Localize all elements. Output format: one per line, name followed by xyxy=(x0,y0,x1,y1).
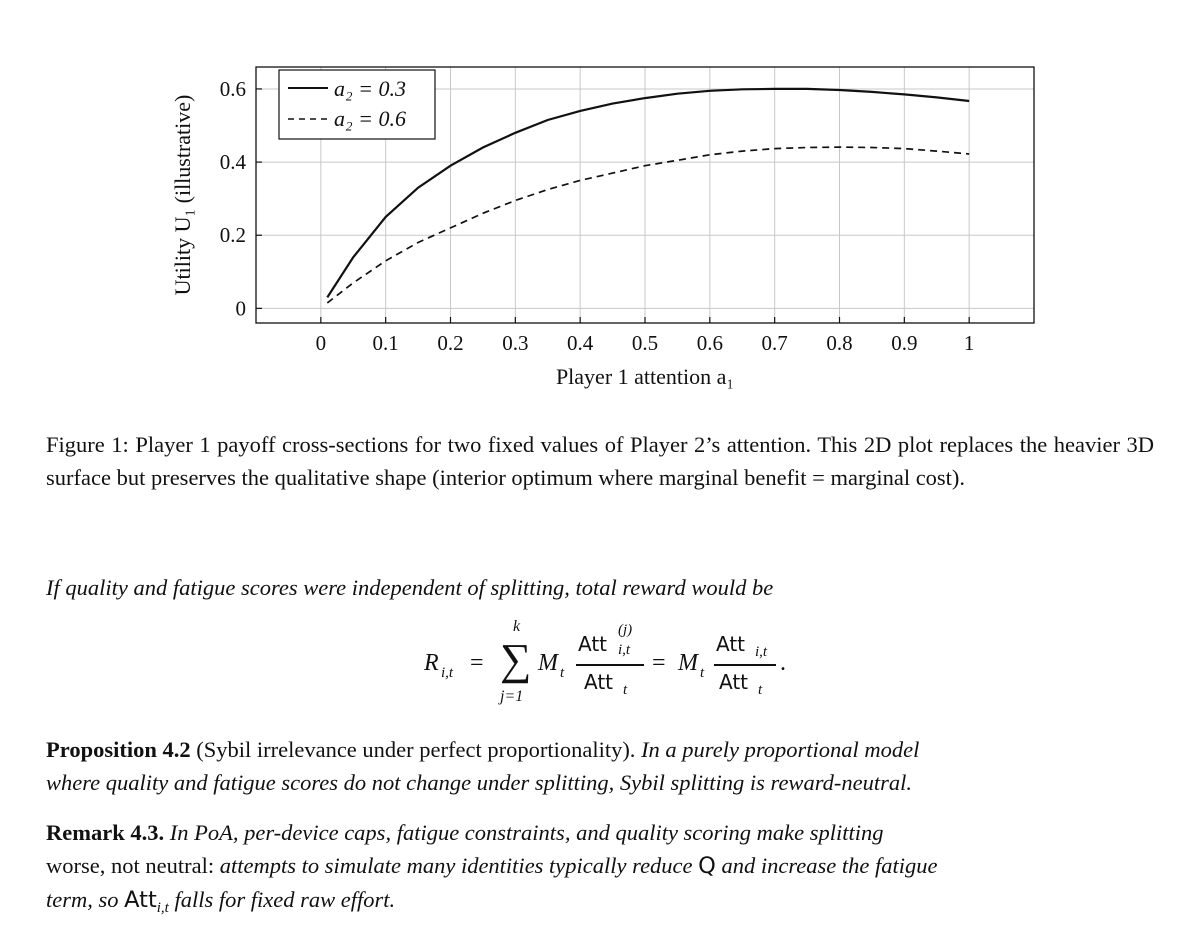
proposition-4-2 xyxy=(46,733,1154,799)
proposition-label: Proposition 4.2 xyxy=(46,737,191,762)
eq-sum-upper: k xyxy=(513,618,521,635)
eq-frac-bar-2 xyxy=(714,664,776,666)
eq-lhs-sub: i,t xyxy=(441,665,454,681)
x-tick-label: 0.5 xyxy=(631,331,659,355)
x-tick-label: 0 xyxy=(315,331,327,355)
series-line-2 xyxy=(327,147,969,303)
proposition-title: (Sybil irrelevance under perfect proportionality). xyxy=(196,737,636,762)
x-tick-label: 0.4 xyxy=(567,331,594,355)
x-tick-label: 0.9 xyxy=(891,331,918,355)
x-tick-label: 1 xyxy=(963,331,975,355)
x-tick-label: 0.2 xyxy=(437,331,464,355)
remark-label: Remark 4.3. xyxy=(46,820,165,845)
eq-att-den-2-sub: t xyxy=(758,682,763,698)
x-tick-label: 0.1 xyxy=(372,331,399,355)
y-tick-label: 0.2 xyxy=(219,223,246,248)
proposition-text-1: In a purely proportional model xyxy=(641,737,920,762)
y-tick-label: 0.4 xyxy=(219,150,246,175)
eq-att-num-1: Att xyxy=(578,632,608,656)
remark-text-1: In PoA, per-device caps, fatigue constraints, and quality scoring make splitting xyxy=(169,820,884,845)
eq-att-den-1: Att xyxy=(584,670,614,694)
remark-text-2a: attempts to simulate many identities typically reduce xyxy=(219,853,693,878)
eq-m-1: M xyxy=(538,650,558,676)
eq-frac-bar-1 xyxy=(576,664,644,666)
eq-att-num-2-sub: i,t xyxy=(755,644,768,660)
remark-q: Q xyxy=(698,853,716,879)
legend-label-1: a₂ = 0.3 xyxy=(334,76,406,101)
eq-att-sup: (j) xyxy=(618,622,633,638)
y-tick-label: 0 xyxy=(235,296,246,321)
eq-m-1-sub: t xyxy=(560,665,565,681)
eq-att-den-1-sub: t xyxy=(623,682,628,698)
x-tick-label: 0.7 xyxy=(761,331,788,355)
remark-att-sub: i,t xyxy=(156,900,169,916)
remark-4-3 xyxy=(46,816,1154,925)
eq-m-2-sub: t xyxy=(700,665,705,681)
y-tick-label: 0.6 xyxy=(219,76,246,101)
eq-att-den-2: Att xyxy=(719,670,749,694)
eq-equals-2: = xyxy=(652,650,666,676)
eq-sum-lower: j=1 xyxy=(500,688,524,705)
figure-caption: Figure 1: Player 1 payoff cross-sections for two fixed values of Player 2’s attention. This 2D plot replaces the heavier 3D surface but preserves the qualitative shape (interior optimum where marginal benefit = marginal cost). xyxy=(46,432,1154,490)
eq-lhs: R xyxy=(424,650,439,676)
x-tick-label: 0.6 xyxy=(696,331,723,355)
eq-m-2: M xyxy=(678,650,698,676)
chart-legend xyxy=(279,70,435,139)
remark-text-3a: term, so xyxy=(46,887,119,912)
reward-equation xyxy=(420,618,800,714)
eq-att-num-2: Att xyxy=(716,632,746,656)
remark-text-2b: and increase the fatigue xyxy=(721,853,938,878)
eq-period: . xyxy=(780,650,786,676)
remark-worse: worse, not neutral: xyxy=(46,853,215,878)
remark-att: Att xyxy=(124,887,157,913)
x-axis-label: Player 1 attention a₁ xyxy=(555,364,735,389)
eq-equals-1: = xyxy=(470,650,484,676)
utility-chart xyxy=(0,0,1200,420)
remark-text-3b: falls for fixed raw effort. xyxy=(174,887,396,912)
x-tick-label: 0.3 xyxy=(502,331,529,355)
eq-sum-sign: ∑ xyxy=(500,635,532,684)
legend-label-2: a₂ = 0.6 xyxy=(334,106,406,131)
intro-sentence: If quality and fatigue scores were independent of splitting, total reward would be xyxy=(46,575,774,600)
eq-att-num-1-sub: i,t xyxy=(618,642,631,658)
y-axis-label: Utility U₁ (illustrative) xyxy=(170,94,195,296)
proposition-text-2: where quality and fatigue scores do not change under splitting, Sybil splitting is reward-neutral. xyxy=(46,770,912,795)
x-tick-label: 0.8 xyxy=(826,331,853,355)
